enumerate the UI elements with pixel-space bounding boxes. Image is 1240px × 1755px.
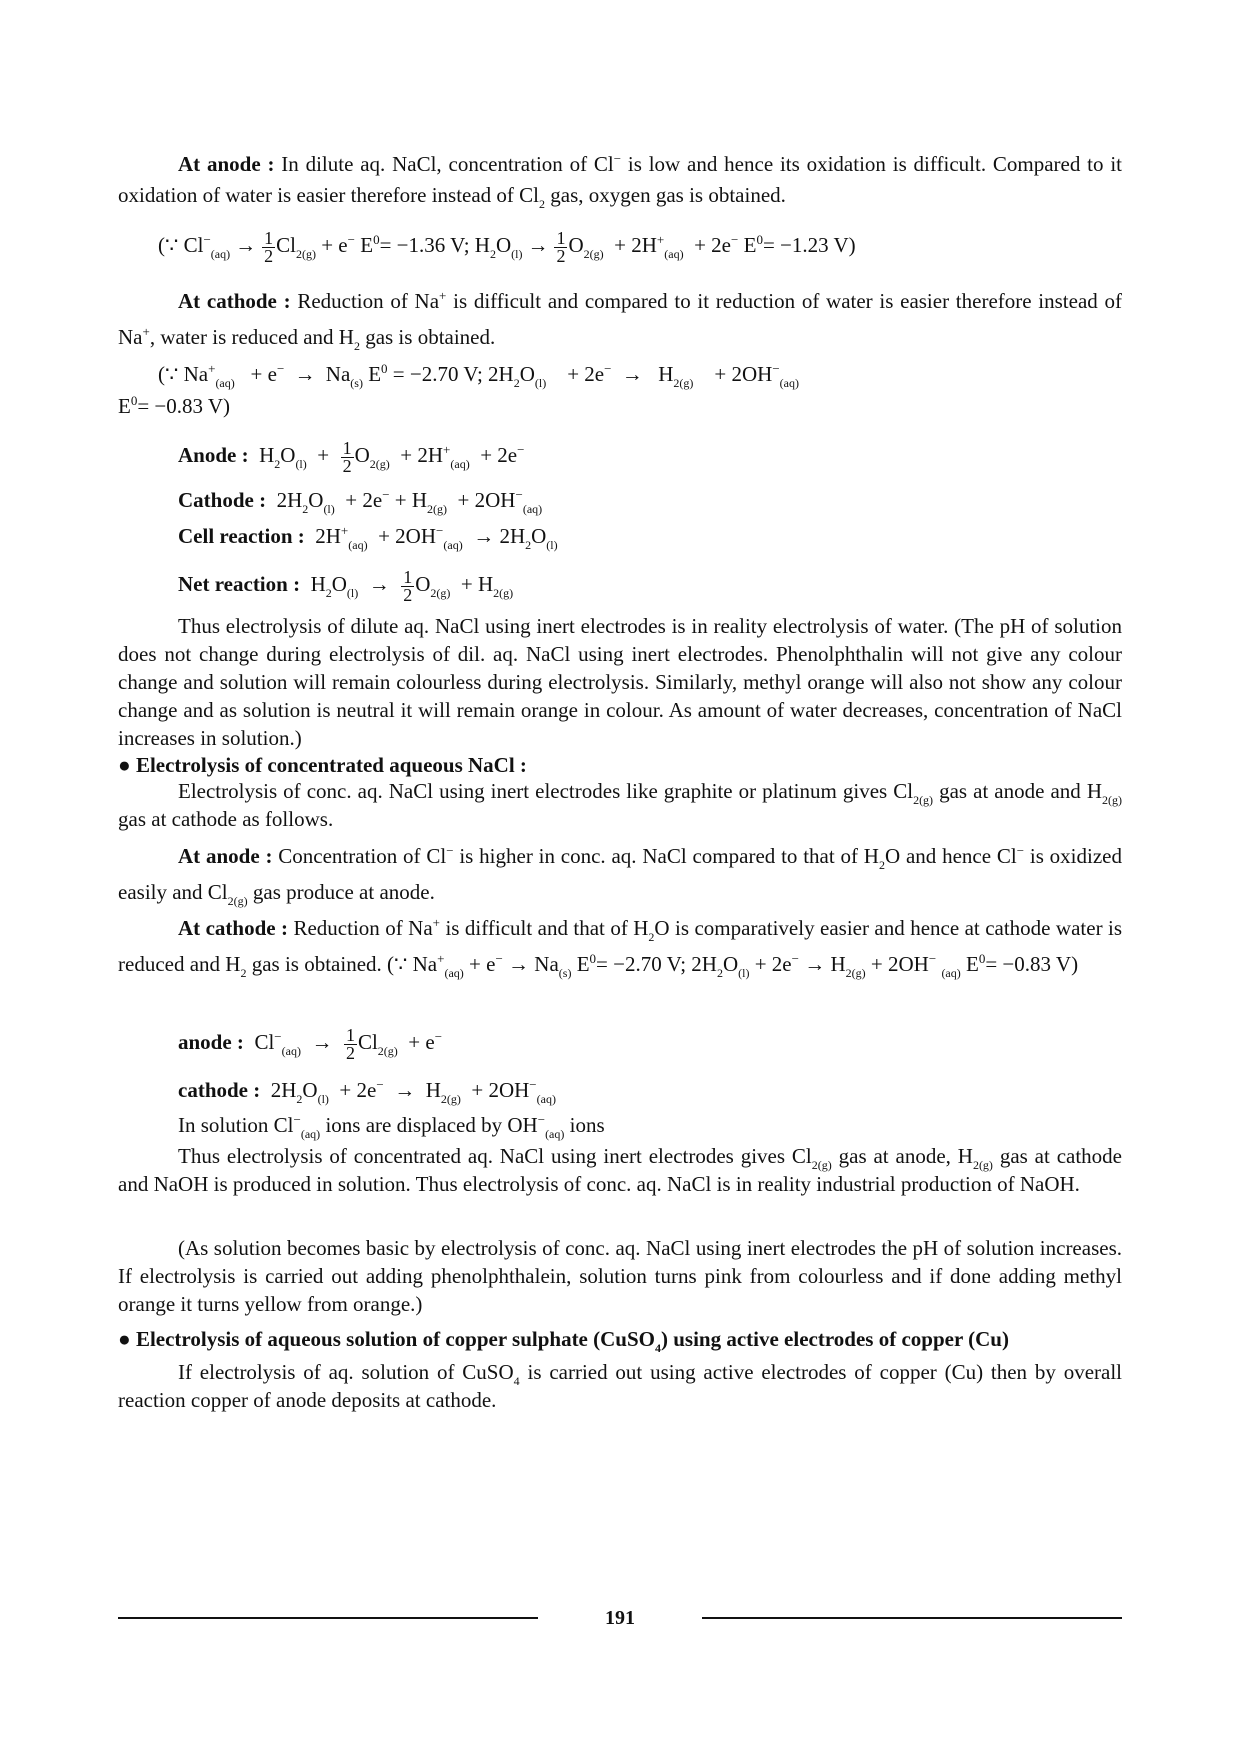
cathode-label: At cathode : [178,289,291,313]
fraction-one-half: $\frac{1}{2}$ [342,437,352,476]
eq2-pre: (∵ Na [158,362,209,386]
cell-reaction-label: Cell reaction : [178,524,305,548]
cathode-conc-label: At cathode : [178,916,289,940]
eq1-f: O [568,233,584,257]
p7-text-a: In solution Cl [178,1113,294,1137]
anode-concentrated-paragraph: At anode : Concentration of Cl− is higher in conc. aq. NaCl compared to that of $H_2O$ and hence Cl− is oxidized easily and $Cl_{2(g)}$ gas produce at anode. [118,843,1122,908]
p2-text-a: Reduction of Na [297,289,440,313]
p8-text-a: Thus electrolysis of concentrated aq. NaCl using inert electrodes gives Cl [178,1144,812,1168]
eq1-e: O [495,233,512,257]
anode-reaction-label: Anode : [178,443,249,467]
eq1-b: + e [321,233,348,257]
p2-text-d: gas is obtained. [365,325,496,349]
heading-copper-sulphate-b: ) using active electrodes of copper (Cu) [660,1327,1009,1351]
eq1-d: = −1.36 V; H [379,233,490,257]
textbook-page [118,0,1122,1755]
page-number [118,1606,1122,1630]
cathode-reaction: Cathode : $2H_2O_{(l)} + 2e^- + H_{2(g)} + 2OH^-_{(aq)}$ [178,487,543,516]
dilute-summary-paragraph: Thus electrolysis of dilute aq. NaCl using inert electrodes is in reality electrolysis of water. (The pH of solution does not change during electrolysis of dil. aq. NaCl using inert electrodes. Phenolphthalin will not give any colour change and solution will remain colourless during electrolysis. Similarly, methyl orange will also not show any colour change and as solution is neutral it will remain orange in colour. As amount of water decreases, concentration of NaCl increases in solution.) [118,614,1122,750]
heading-copper-sulphate-a: Electrolysis of aqueous solution of copper sulphate (CuSO [135,1327,655,1351]
p5-text-a: Concentration of Cl [278,844,447,868]
eq1-i: E [743,233,757,257]
p2-text-c: , water is reduced and H [149,325,354,349]
p6-text-i: O [722,952,739,976]
heading-concentrated-nacl-text: Electrolysis of concentrated aqueous NaCl : [135,753,527,777]
p6-text-n: = −0.83 V) [985,952,1079,976]
p1-text-c: gas, oxygen gas is obtained. [550,183,786,207]
eq2-f: + 2e [567,362,605,386]
p2-text-b: is difficult and compared to it reduction of water is easier therefore instead of Na [118,289,1122,349]
eq2-g: H [658,362,674,386]
cathode-concentrated-paragraph: At cathode : Reduction of Na+ is difficult and that of $H_2O$ is comparatively easier and hence at cathode water is reduced and $H_2$ gas is obtained. (∵ $Na^+_{(aq)} + e^- \to Na_{(s)}$ $E^0= -2.70$ V; $2H_2O_{(l)} + 2e^- \to H_{2(g)} + 2OH^-$ $_{(aq)}$ $E^0= -0.83$ V) [118,915,1123,980]
p4-text-b: gas at anode and H [939,779,1102,803]
fraction-one-half: $\frac{1}{2}$ [556,227,566,266]
eq1-pre: (∵ Cl [158,233,204,257]
page-footer [118,1606,1122,1630]
p7-text-c: ions [569,1113,605,1137]
p6-text-a: Reduction of Na [293,916,433,940]
p10-text-a: If electrolysis of aq. solution of CuSO [178,1360,514,1384]
p8-text-b: gas at anode, H [838,1144,973,1168]
eq2-h: + 2OH [714,362,773,386]
eq2-line2b: = −0.83 V) [137,394,231,418]
p6-text-f: Na [534,952,559,976]
anode-conc-reaction-label: anode : [178,1030,244,1054]
bullet-icon: ● [118,753,131,777]
p8-text-c: gas at cathode and NaOH is produced in solution. Thus electrolysis of conc. aq. NaCl is in reality industrial production of NaOH. [118,1144,1122,1196]
fraction-one-half: $\frac{1}{2}$ [403,566,413,605]
p7-text-b: ions are displaced by OH [325,1113,538,1137]
equation-dilute-potentials: (∵ $Cl^-_{(aq)}$ → $\frac{1}{2}$ $Cl_{2(g)} + e^-$ $E^0= -1.36$ V; $H_2O_{(l)}$ → $\frac{1}{2}$ $O_{2(g)} + 2H^+_{(aq)} + 2e^-$ $E^0= -1.23$ V) [158,227,856,266]
anode-reaction: Anode : $H_2O_{(l)}$ + $\frac{1}{2}$ $O_{2(g)} + 2H^+_{(aq)} + 2e^-$ [178,437,525,476]
p6-text-e: + e [469,952,496,976]
cathode-conc-reaction-label: cathode : [178,1078,261,1102]
eq2-a: + e [250,362,277,386]
p6-text-g: E [576,952,590,976]
eq2-b: Na [325,362,351,386]
bullet-icon: ● [118,1327,131,1351]
eq1-g: + 2H [614,233,657,257]
eq2-d: = −2.70 V; 2H [392,362,514,386]
p1-text-a: In dilute aq. NaCl, concentration of Cl [281,152,614,176]
anode-dilute-paragraph: At anode : In dilute aq. NaCl, concentration of Cl− is low and hence its oxidation is difficult. Compared to it oxidation of water is easier therefore instead of $Cl_2$ gas, oxygen gas is obtained. [118,151,1122,211]
p6-text-m: E [966,952,979,976]
cell-reaction: Cell reaction : $2H^+_{(aq)} + 2OH^-_{(aq)} \to 2H_2O_{(l)}$ [178,523,558,552]
eq2-line2: E [118,394,131,418]
equation-dilute-cathode-potentials-line2: $E^0= -0.83$ V) [118,393,231,418]
eq1-c: E [360,233,374,257]
p6-text-l: + 2OH [870,952,929,976]
p5-text-e: gas produce at anode. [252,880,435,904]
p4-text-a: Electrolysis of conc. aq. NaCl using inert electrodes like graphite or platinum gives Cl [178,779,914,803]
p6-text-h: = −2.70 V; 2H [596,952,717,976]
concentrated-intro-paragraph: Electrolysis of conc. aq. NaCl using inert electrodes like graphite or platinum gives $Cl_{2(g)}$ gas at anode and $H_{2(g)}$ gas at cathode as follows. [118,779,1122,831]
page-number-text: 191 [593,1607,647,1629]
p10-text-b: is carried out using active electrodes of copper (Cu) then by overall reaction copper of anode deposits at cathode. [118,1360,1122,1412]
p6-text-c: O is comparatively easier and hence at cathode water is reduced and H [118,916,1123,976]
equation-dilute-cathode-potentials: (∵ $Na^+_{(aq)}$ + $e^- \to Na_{(s)}$ $E^0 = -2.70$ V; $2H_2O_{(l)}$ + $2e^- \to H_{2(g)}$ + $2OH^-_{(aq)}$ [158,361,799,390]
eq1-h: + 2e [694,233,732,257]
concentrated-summary-paragraph: Thus electrolysis of concentrated aq. NaCl using inert electrodes gives $Cl_{2(g)}$ gas at anode, $H_{2(g)}$ gas at cathode and NaOH is produced in solution. Thus electrolysis of conc. aq. NaCl is in reality industrial production of NaOH. [118,1144,1122,1196]
p4-text-c: gas at cathode as follows. [118,807,334,831]
fraction-one-half: $\frac{1}{2}$ [345,1024,355,1063]
basic-solution-paragraph: (As solution becomes basic by electrolysis of conc. aq. NaCl using inert electrodes the pH of solution increases. If electrolysis is carried out adding phenolphthalein, solution turns pink from colourless and if done adding methyl orange it turns yellow from orange.) [118,1236,1122,1316]
p5-text-b: is higher in conc. aq. NaCl compared to that of H [459,844,879,868]
fraction-one-half: $\frac{1}{2}$ [264,227,274,266]
eq2-e: O [519,362,535,386]
p6-text-k: H [830,952,846,976]
eq1-a: Cl [276,233,296,257]
p1-text-b: is low and hence its oxidation is difficult. Compared to it oxidation of water is easier therefore instead of Cl [118,152,1122,207]
net-reaction-label: Net reaction : [178,572,301,596]
p6-text-j: + 2e [754,952,792,976]
anode-label: At anode : [178,152,275,176]
cathode-conc-reaction: cathode : $2H_2O_{(l)} + 2e^- \to H_{2(g)} + 2OH^-_{(aq)}$ [178,1077,556,1106]
anode-conc-reaction: anode : $Cl^-_{(aq)}$ → $\frac{1}{2}$ $Cl_{2(g)} + e^-$ [178,1024,443,1063]
copper-sulphate-paragraph: If electrolysis of aq. solution of CuSO$_4$ is carried out using active electrodes of copper (Cu) then by overall reaction copper of anode deposits at cathode. [118,1360,1122,1412]
eq1-j: = −1.23 V) [762,233,856,257]
eq2-c: E [368,362,382,386]
ions-displaced-line: In solution $Cl^-_{(aq)}$ ions are displaced by $OH^-_{(aq)}$ ions [178,1112,605,1141]
net-reaction: Net reaction : $H_2O_{(l)}$ → $\frac{1}{2}$ $O_{2(g)} + H_{2(g)}$ [178,566,514,605]
p5-text-d: is oxidized easily and Cl [118,844,1122,904]
cathode-reaction-label: Cathode : [178,488,267,512]
cathode-dilute-paragraph: At cathode : Reduction of Na+ is difficult and compared to it reduction of water is easier therefore instead of Na+, water is reduced and $H_2$ gas is obtained. [118,288,1122,353]
p6-text-b: is difficult and that of H [445,916,649,940]
p6-text-d: gas is obtained. (∵ Na [251,952,438,976]
heading-copper-sulphate: ● Electrolysis of aqueous solution of copper sulphate (CuSO$_4$) using active electrodes of copper (Cu) [118,1327,1009,1355]
anode-conc-label: At anode : [178,844,273,868]
p5-text-c: O and hence Cl [884,844,1017,868]
